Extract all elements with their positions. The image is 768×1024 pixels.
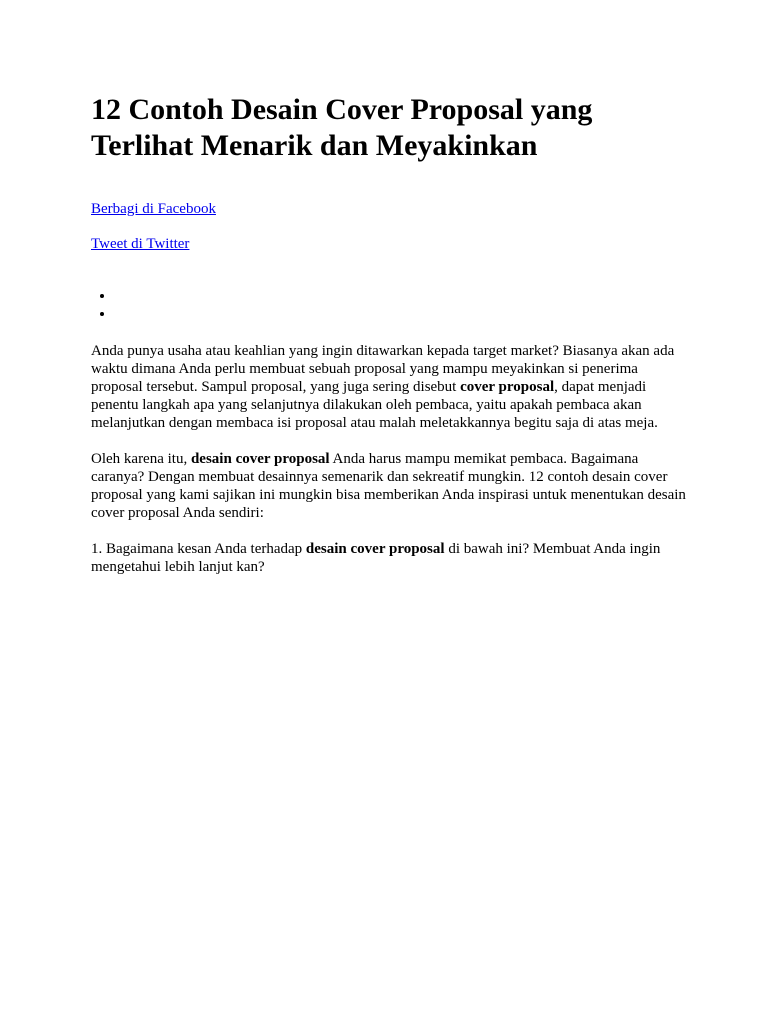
article (91, 92, 691, 576)
second-paragraph (91, 450, 691, 522)
intro-paragraph (91, 342, 691, 432)
example-one-paragraph (91, 540, 691, 576)
bold-keyword: desain cover proposal (305, 541, 445, 557)
paragraph-text: Anda punya usaha atau keahlian yang ingin ditawarkan kepada target market? Biasanya akan ada waktu dimana Anda perlu membuat sebuah proposal yang mampu meyakinkan si penerima proposal tersebut. Sampul proposal, yang juga sering disebut (91, 343, 675, 395)
paragraph-text: Anda harus mampu memikat pembaca. Bagaimana caranya? Dengan membuat desainnya semenarik dan sekreatif mungkin. 12 contoh desain cover proposal yang kami sajikan ini mungkin bisa memberikan Anda inspirasi untuk menentukan desain cover proposal Anda sendiri: (91, 451, 686, 521)
share-facebook-link[interactable]: Berbagi di Facebook (91, 201, 216, 217)
share-twitter-link[interactable]: Tweet di Twitter (91, 236, 190, 252)
paragraph-text: 1. Bagaimana kesan Anda terhadap (91, 541, 306, 557)
share-facebook (91, 200, 691, 218)
share-twitter (91, 235, 691, 253)
list-item (115, 287, 691, 305)
paragraph-text: , dapat menjadi penentu langkah apa yang selanjutnya dilakukan oleh pembaca, yaitu apakah pembaca akan melanjutkan dengan membaca isi proposal atau malah meletakkannya begitu saja di atas meja. (91, 379, 658, 431)
paragraph-text: Oleh karena itu, (91, 451, 191, 467)
bold-keyword: cover proposal (460, 379, 555, 395)
empty-bullet-list (91, 287, 691, 323)
paragraph-text: di bawah ini? Membuat Anda ingin mengetahui lebih lanjut kan? (91, 541, 661, 575)
list-item (115, 305, 691, 323)
bold-keyword: desain cover proposal (190, 451, 330, 467)
article-title: 12 Contoh Desain Cover Proposal yang Terlihat Menarik dan Meyakinkan (91, 93, 593, 162)
